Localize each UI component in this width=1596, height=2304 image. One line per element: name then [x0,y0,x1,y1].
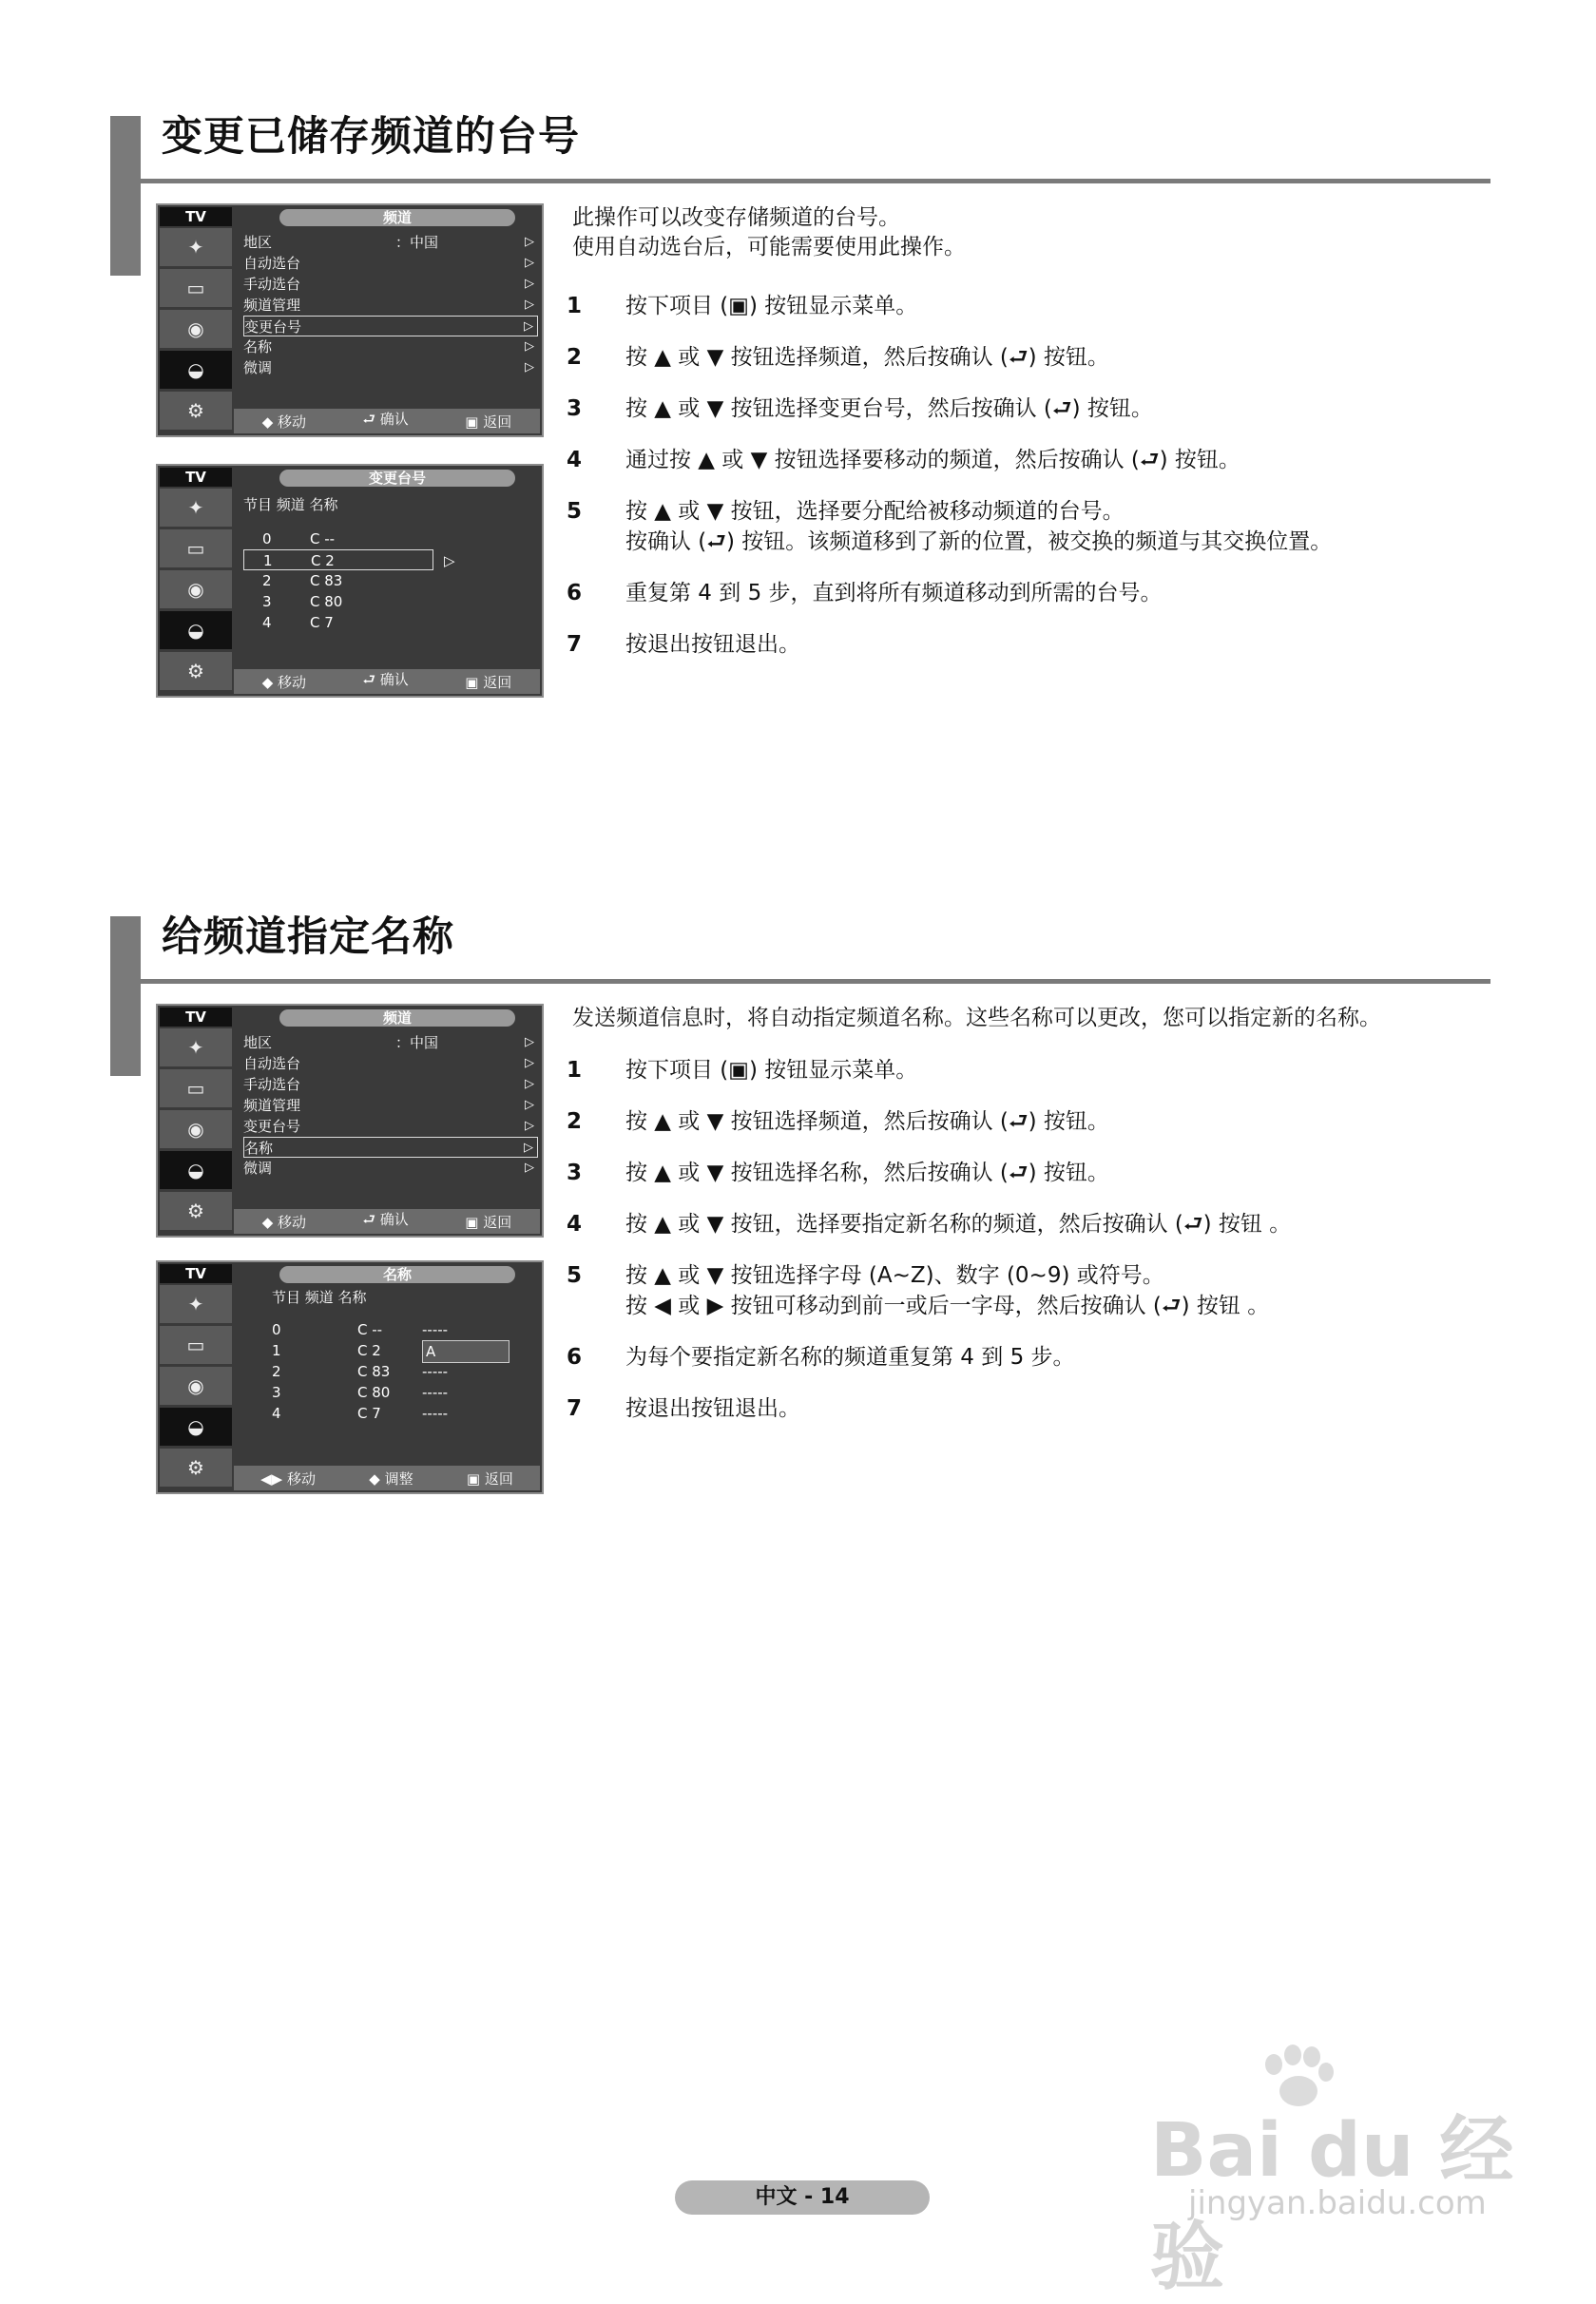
table-row: 3 C 80 ----- [272,1384,449,1401]
menu-item-fine-tune: 微调 ▷ [243,359,534,376]
menu-item-region: 地区 ：中国 ▷ [243,1034,534,1051]
tv-tab: TV [160,468,232,487]
watermark-brand: Bai du 经验 [1150,2108,1514,2300]
step-item: 2 按 ▲ 或 ▼ 按钮选择频道，然后按确认 (⮐) 按钮。 [567,1109,1109,1134]
table-row-selected: 1 C 2 A [272,1340,567,1361]
menu-item-sort: 变更台号 ▷ [243,316,538,336]
table-row: 0 C -- ----- [272,1321,449,1338]
footer-enter: ⮐ 确认 [362,1211,409,1228]
picture-icon: ▭ [160,1069,232,1107]
footer-return: ▣ 返回 [466,1469,513,1488]
menu-item-auto-store: 自动选台 ▷ [243,1055,534,1072]
section-marker-bar [110,116,141,276]
menu-header: 名称 [279,1266,515,1283]
step-item: 1 按下项目 (▣) 按钮显示菜单。 [567,294,918,318]
section-title: 给频道指定名称 [162,913,454,961]
antenna-icon: ✦ [160,1285,232,1323]
menu-item-fine-tune: 微调 ▷ [243,1160,534,1177]
table-row: 2 C 83 [262,572,343,589]
channel-icon: ◒ [160,351,232,389]
table-row-selected: 1 C 2 ▷ [243,549,433,570]
picture-icon: ▭ [160,1326,232,1364]
setup-icon: ⚙ [160,1192,232,1230]
tv-tab: TV [160,1008,232,1027]
menu-icon-column [160,489,232,694]
sound-icon: ◉ [160,310,232,348]
menu-item-sort: 变更台号 ▷ [243,1118,534,1135]
intro-line: 发送频道信息时，将自动指定频道名称。这些名称可以更改，您可以指定新的名称。 [572,1006,1381,1030]
step-item: 3 按 ▲ 或 ▼ 按钮选择名称，然后按确认 (⮐) 按钮。 [567,1161,1109,1185]
menu-item-channel-manager: 频道管理 ▷ [243,1097,534,1114]
step-item: 6 为每个要指定新名称的频道重复第 4 到 5 步。 [567,1345,1075,1370]
step-item: 3 按 ▲ 或 ▼ 按钮选择变更台号，然后按确认 (⮐) 按钮。 [567,396,1153,421]
channel-icon: ◒ [160,611,232,649]
table-row: 4 C 7 ----- [272,1405,449,1422]
step-item: 2 按 ▲ 或 ▼ 按钮选择频道，然后按确认 (⮐) 按钮。 [567,345,1109,370]
channel-icon: ◒ [160,1408,232,1446]
baidu-watermark [1131,2044,1530,2300]
step-item: 7 按退出按钮退出。 [567,632,800,657]
footer-return: ▣ 返回 [465,1213,512,1231]
page-number: 中文 - 14 [675,2180,930,2215]
menu-header: 频道 [279,1009,515,1027]
tv-menu-channel [156,203,544,437]
step-item: 5 按 ▲ 或 ▼ 按钮，选择要分配给被移动频道的台号。 按确认 (⮐) 按钮。该频道移到了新的位置，被交换的频道与其交换位置。 [567,499,1333,554]
step-item: 1 按下项目 (▣) 按钮显示菜单。 [567,1058,918,1083]
menu-icon-column [160,1285,232,1490]
menu-item-auto-store: 自动选台 ▷ [243,255,534,272]
menu-list [243,232,538,378]
antenna-icon: ✦ [160,489,232,527]
menu-item-channel-manager: 频道管理 ▷ [243,297,534,314]
footer-move: ◆ 移动 [261,673,307,691]
columns-label: 节目 频道 名称 [272,1289,367,1306]
menu-footer [234,1209,540,1234]
watermark-url: jingyan.baidu.com [1188,2184,1487,2222]
picture-icon: ▭ [160,269,232,307]
tv-menu-sort [156,464,544,698]
antenna-icon: ✦ [160,1028,232,1066]
menu-footer [234,1466,540,1490]
menu-header: 频道 [279,209,515,226]
step-item: 4 按 ▲ 或 ▼ 按钮，选择要指定新名称的频道，然后按确认 (⮐) 按钮 。 [567,1212,1292,1237]
sound-icon: ◉ [160,1110,232,1148]
tv-tab: TV [160,1264,232,1283]
footer-enter: ⮐ 确认 [362,671,409,688]
title-rule [141,179,1490,183]
channel-icon: ◒ [160,1151,232,1189]
setup-icon: ⚙ [160,392,232,430]
intro-line: 此操作可以改变存储频道的台号。 [572,205,900,230]
name-table [272,1319,567,1424]
menu-footer [234,409,540,433]
columns-label: 节目 频道 名称 [243,496,338,513]
footer-move: ◆ 移动 [261,1213,307,1231]
section-marker-bar [110,916,141,1076]
footer-move: ◆ 移动 [261,413,307,431]
menu-item-name: 名称 ▷ [243,338,534,355]
step-item: 4 通过按 ▲ 或 ▼ 按钮选择要移动的频道，然后按确认 (⮐) 按钮。 [567,448,1240,472]
steps-list [567,1055,1498,1445]
table-row: 2 C 83 ----- [272,1363,449,1380]
table-row: 3 C 80 [262,593,343,610]
setup-icon: ⚙ [160,1449,232,1487]
footer-return: ▣ 返回 [465,673,512,691]
picture-icon: ▭ [160,529,232,567]
menu-header: 变更台号 [279,470,515,487]
steps-list [567,291,1498,681]
footer-adjust: ◆ 调整 [369,1469,413,1488]
section-title: 变更已储存频道的台号 [162,113,580,161]
footer-return: ▣ 返回 [465,413,512,431]
channel-table [243,528,538,633]
tv-menu-channel [156,1004,544,1238]
sound-icon: ◉ [160,1367,232,1405]
intro-text [572,203,966,262]
title-rule [141,979,1490,984]
footer-enter: ⮐ 确认 [362,411,409,428]
table-row: 4 C 7 [262,614,334,631]
menu-item-name: 名称 ▷ [243,1137,538,1158]
tv-menu-name [156,1260,544,1494]
antenna-icon: ✦ [160,228,232,266]
column-headers [243,494,538,515]
table-row: 0 C -- [262,530,336,547]
footer-move: ◀▶ 移动 [260,1469,316,1488]
step-item: 5 按 ▲ 或 ▼ 按钮选择字母 (A~Z)、数字 (0~9) 或符号。 按 ◀ 或 ▶ 按钮可移动到前一或后一字母，然后按确认 (⮐) 按钮 。 [567,1263,1270,1318]
step-item: 6 重复第 4 到 5 步，直到将所有频道移动到所需的台号。 [567,581,1163,605]
intro-line: 使用自动选台后，可能需要使用此操作。 [572,235,966,259]
intro-text [572,1004,1381,1033]
menu-item-manual-store: 手动选台 ▷ [243,276,534,293]
step-item: 7 按退出按钮退出。 [567,1396,800,1421]
menu-list [243,1032,538,1179]
menu-footer [234,669,540,694]
column-headers [272,1287,567,1308]
menu-item-manual-store: 手动选台 ▷ [243,1076,534,1093]
menu-icon-column [160,228,232,433]
sound-icon: ◉ [160,570,232,608]
menu-item-region: 地区 ：中国 ▷ [243,234,534,251]
menu-icon-column [160,1028,232,1234]
tv-tab: TV [160,207,232,226]
setup-icon: ⚙ [160,652,232,690]
